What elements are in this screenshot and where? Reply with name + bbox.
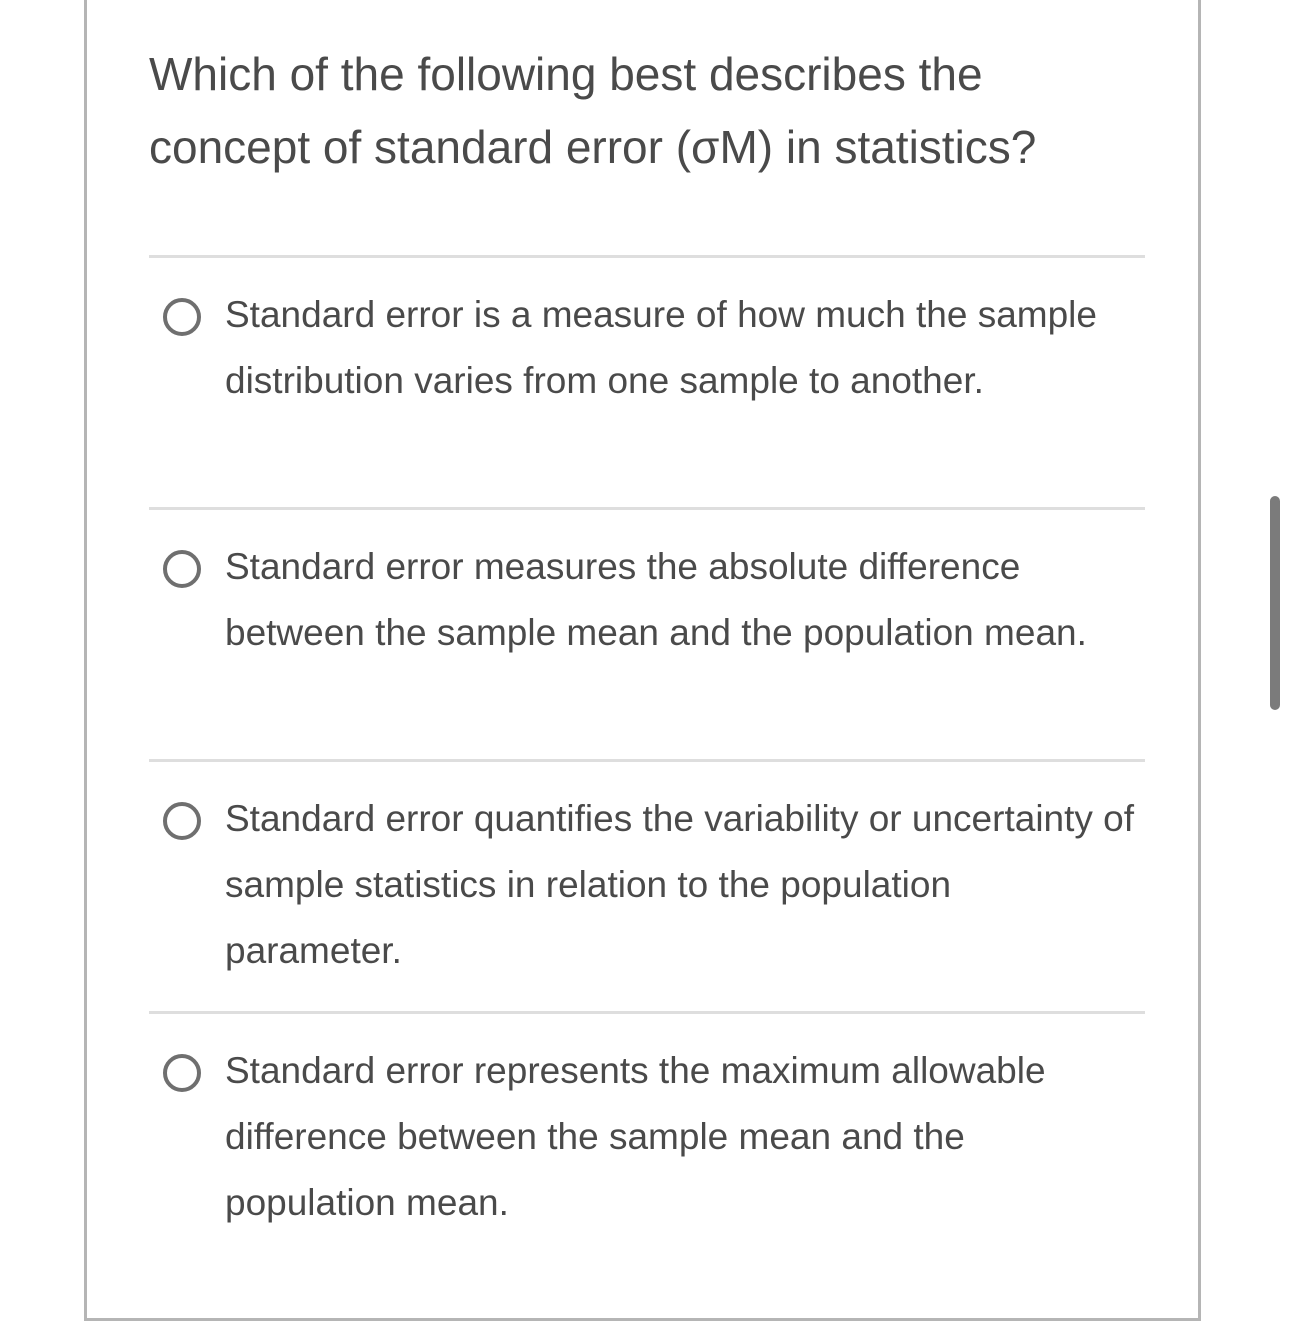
- radio-button-icon[interactable]: [163, 1054, 201, 1092]
- answer-option-2[interactable]: [149, 507, 1145, 759]
- answer-options: [149, 255, 1145, 1263]
- answer-option-label: Standard error represents the maximum allowable difference between the sample mean and the population mean.: [225, 1050, 1046, 1223]
- question-text: Which of the following best describes the concept of standard error (σM) in statistics?: [149, 48, 1037, 173]
- radio-button-icon[interactable]: [163, 298, 201, 336]
- scrollbar-thumb[interactable]: [1270, 496, 1280, 710]
- answer-option-4[interactable]: [149, 1011, 1145, 1263]
- answer-option-3[interactable]: [149, 759, 1145, 1011]
- answer-option-label: Standard error quantifies the variability or uncertainty of sample statistics in relation to the population parameter.: [225, 798, 1135, 971]
- answer-option-label: Standard error measures the absolute difference between the sample mean and the population mean.: [225, 546, 1087, 653]
- answer-option-1[interactable]: [149, 255, 1145, 507]
- answer-option-label: Standard error is a measure of how much the sample distribution varies from one sample to another.: [225, 294, 1097, 401]
- radio-button-icon[interactable]: [163, 802, 201, 840]
- radio-button-icon[interactable]: [163, 550, 201, 588]
- question-card: [84, 0, 1201, 1321]
